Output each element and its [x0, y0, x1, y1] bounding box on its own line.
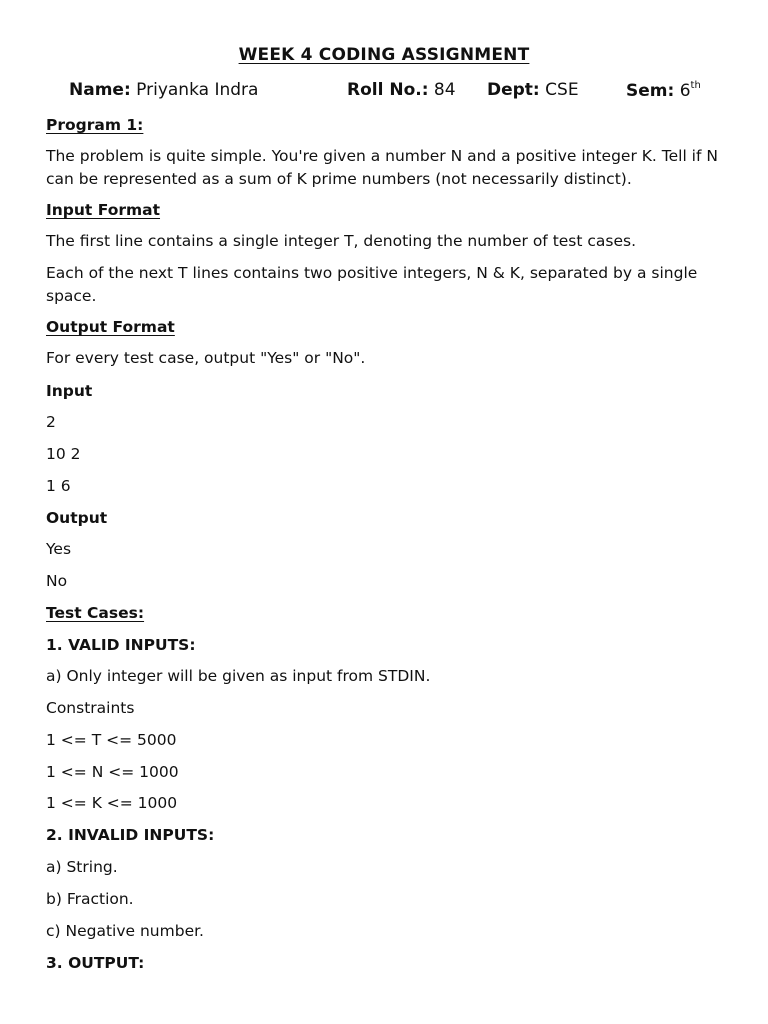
sample-input-line: 2 [46, 413, 56, 431]
dept-label: Dept: [487, 80, 540, 100]
output-format-heading: Output Format [46, 318, 175, 336]
sem-suffix: th [690, 80, 701, 91]
sample-input-line: 1 6 [46, 477, 71, 495]
input-format-line-1: The first line contains a single integer T, denoting the number of test cases. [46, 232, 637, 250]
roll-value: 84 [433, 80, 456, 100]
sample-output-line: Yes [46, 540, 72, 558]
sample-input-heading: Input [46, 382, 93, 400]
sample-input-line: 10 2 [46, 445, 81, 463]
invalid-input-item: b) Fraction. [46, 890, 134, 908]
valid-inputs-heading: 1. VALID INPUTS: [46, 636, 196, 654]
document-title: WEEK 4 CODING ASSIGNMENT [238, 45, 530, 65]
constraint-line: 1 <= T <= 5000 [46, 731, 177, 749]
constraints-label: Constraints [46, 699, 135, 717]
student-info-row [0, 80, 768, 104]
sem-value: 6 [679, 81, 691, 101]
name-value: Priyanka Indra [136, 80, 259, 100]
name-field [69, 80, 258, 100]
output-format-line: For every test case, output "Yes" or "No". [46, 349, 366, 367]
invalid-input-item: c) Negative number. [46, 922, 204, 940]
invalid-inputs-heading: 2. INVALID INPUTS: [46, 826, 215, 844]
sample-output-line: No [46, 572, 68, 590]
sample-output-heading: Output [46, 509, 108, 527]
input-format-heading: Input Format [46, 201, 161, 219]
valid-inputs-item: a) Only integer will be given as input from STDIN. [46, 667, 431, 685]
dept-value: CSE [545, 80, 579, 100]
dept-field [487, 80, 579, 100]
invalid-input-item: a) String. [46, 858, 118, 876]
program-heading: Program 1: [46, 116, 144, 134]
sem-field [626, 80, 701, 101]
sem-label: Sem: [626, 81, 675, 101]
input-format-line-2: Each of the next T lines contains two positive integers, N & K, separated by a single space. [46, 264, 698, 305]
constraint-line: 1 <= N <= 1000 [46, 763, 179, 781]
roll-field [347, 80, 456, 100]
name-label: Name: [69, 80, 131, 100]
output-heading: 3. OUTPUT: [46, 954, 145, 972]
test-cases-heading: Test Cases: [46, 604, 145, 622]
roll-label: Roll No.: [347, 80, 429, 100]
problem-statement: The problem is quite simple. You're given a number N and a positive integer K. Tell if N can be represented as a sum of K prime numbers (not necessarily distinct). [46, 147, 718, 188]
constraint-line: 1 <= K <= 1000 [46, 794, 178, 812]
